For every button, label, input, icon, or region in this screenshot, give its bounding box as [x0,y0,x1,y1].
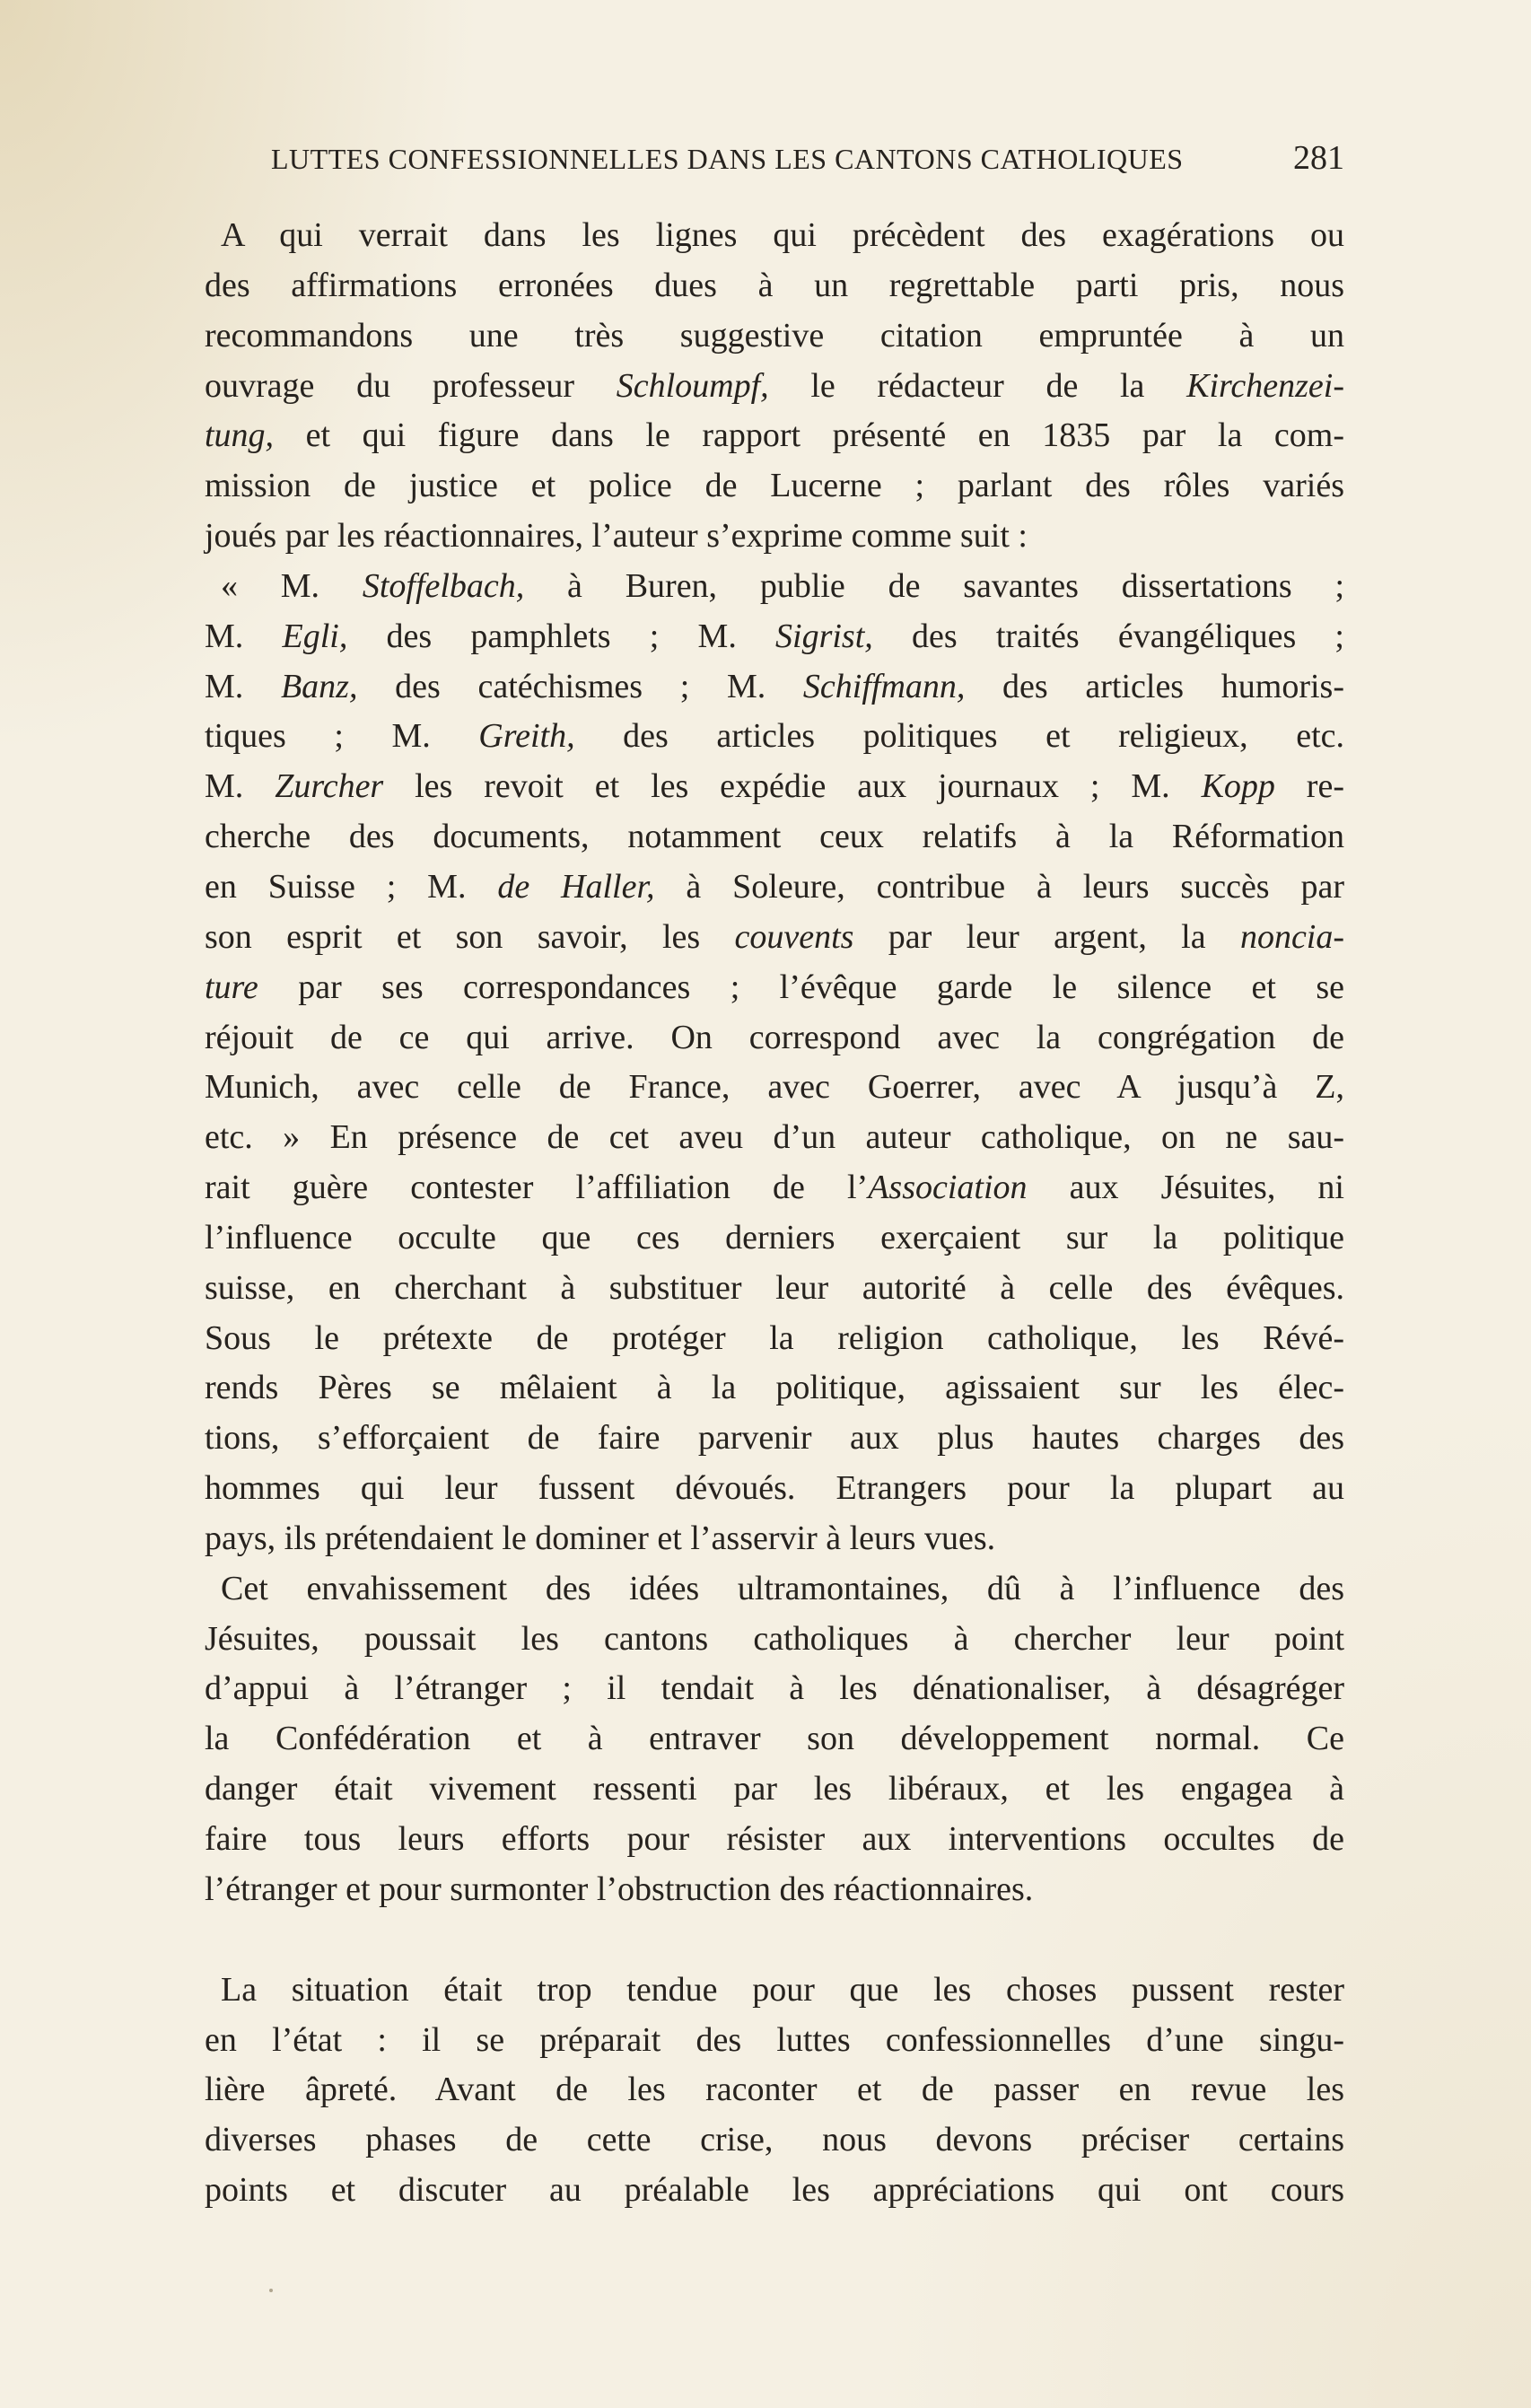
text-run: aux Jésuites, ni [1027,1169,1344,1207]
text-line [205,461,1344,512]
text-run: le rédacteur de la [768,366,1187,405]
text-run: d’appui à l’étranger ; il tendait à les dénationaliser, à désagréger [205,1669,1344,1708]
italic-text: Zurcher [275,767,384,806]
text-line [205,1664,1344,1714]
text-run: A qui verrait dans les lignes qui précèdent des exagérations ou [221,216,1344,254]
text-run: rait guère contester l’affiliation de l’ [205,1169,869,1207]
text-line [205,2166,1344,2216]
text-line [205,261,1344,311]
text-line [205,362,1344,412]
section-gap [205,1915,1344,1966]
text-run: suisse, en cherchant à substituer leur autorité à celle des évêques. [205,1268,1344,1307]
text-line [205,1013,1344,1064]
text-run: en l’état : il se préparait des luttes confessionnelles d’une singu- [205,2020,1344,2059]
text-run: Munich, avec celle de France, avec Goerrer, avec A jusqu’à Z, [205,1068,1344,1107]
italic-text: tung, [205,416,275,455]
text-run: mission de justice et police de Lucerne ; parlant des rôles variés [205,467,1344,505]
text-run: réjouit de ce qui arrive. On correspond avec la congrégation de [205,1018,1344,1056]
text-run: des catéchismes ; M. [357,667,803,705]
italic-text: Greith, [478,717,575,756]
italic-text: Sigrist, [775,617,873,655]
text-line [205,1564,1344,1615]
italic-text: couvents [734,917,854,956]
text-run: rends Pères se mêlaient à la politique, agissaient sur les élec- [205,1369,1344,1407]
running-title: LUTTES CONFESSIONNELLES DANS LES CANTONS CATHOLIQUES [271,143,1184,175]
text-line [205,2016,1344,2066]
text-run: « M. [221,566,363,605]
text-run: tiques ; M. [205,717,479,756]
text-run: l’influence occulte que ces derniers exerçaient sur la politique [205,1218,1344,1257]
text-run: M. [205,767,276,806]
text-run: des affirmations erronées dues à un regrettable parti pris, nous [205,266,1344,304]
text-run: faire tous leurs efforts pour résister aux interventions occultes de [205,1820,1344,1858]
text-line [205,1264,1344,1314]
text-line [205,2115,1344,2166]
text-line [205,1363,1344,1414]
text-run: lière âpreté. Avant de les raconter et de passer en revue les [205,2071,1344,2109]
text-line [205,1314,1344,1364]
text-line [205,1615,1344,1665]
italic-text: noncia- [1239,917,1345,956]
text-line [205,863,1344,913]
text-line [205,1815,1344,1865]
italic-text: Kopp [1201,767,1275,806]
text-line [205,512,1344,562]
text-run: Jésuites, poussait les cantons catholiques à chercher leur point [205,1619,1344,1658]
text-line [205,1414,1344,1464]
paper-speck [269,2289,273,2292]
text-run: recommandons une très suggestive citation empruntée à un [205,316,1344,355]
text-run: des articles humoris- [965,667,1344,705]
text-run: des traités évangéliques ; [872,617,1344,655]
text-run: pays, ils prétendaient le dominer et l’asservir à leurs vues. [205,1519,996,1557]
text-run: danger était vivement ressenti par les libéraux, et les engagea à [205,1770,1344,1808]
text-run: en Suisse ; M. [205,867,498,906]
text-line [205,712,1344,762]
text-run: joués par les réactionnaires, l’auteur s’exprime comme suit : [205,517,1028,556]
paragraph [205,1564,1344,1915]
text-run: son esprit et son savoir, les [205,917,735,956]
italic-text: Schiffmann, [802,667,966,705]
text-line [205,612,1344,662]
text-line [205,1714,1344,1764]
text-line [205,963,1344,1013]
text-run: etc. » En présence de cet aveu d’un auteur catholique, on ne sau- [205,1118,1344,1157]
text-line [205,762,1344,812]
text-line [205,411,1344,461]
text-line [205,562,1344,612]
text-run: par leur argent, la [853,917,1240,956]
text-line [205,913,1344,963]
text-run: hommes qui leur fussent dévoués. Etrangers pour la plupart au [205,1469,1344,1508]
text-run: des pamphlets ; M. [347,617,776,655]
italic-text: Banz, [280,667,358,705]
text-line [205,1063,1344,1113]
text-run: la Confédération et à entraver son développement normal. Ce [205,1720,1344,1758]
text-run: l’étranger et pour surmonter l’obstruction des réactionnaires. [205,1869,1034,1908]
text-line [205,1966,1344,2016]
text-line [205,1113,1344,1163]
italic-text: Association [868,1169,1028,1207]
italic-text: Egli, [282,617,348,655]
text-run: et qui figure dans le rapport présenté en 1835 par la com- [274,416,1344,455]
text-run: La situation était trop tendue pour que les choses pussent rester [221,1970,1344,2009]
page-number: 281 [1293,139,1344,177]
text-run: diverses phases de cette crise, nous devons préciser certains [205,2121,1344,2159]
paragraph [205,211,1344,1564]
text-line [205,311,1344,362]
body-text [205,211,1344,2216]
italic-text: de Haller, [497,867,655,906]
text-line [205,1213,1344,1264]
text-run: à Soleure, contribue à leurs succès par [654,867,1344,906]
text-run: cherche des documents, notamment ceux relatifs à la Réformation [205,818,1344,856]
text-line [205,2065,1344,2115]
text-line [205,211,1344,261]
text-run: ouvrage du professeur [205,366,617,405]
italic-text: Kirchenzei- [1186,366,1344,405]
text-run: à Buren, publie de savantes dissertations ; [524,566,1344,605]
text-run: Sous le prétexte de protéger la religion catholique, les Révé- [205,1318,1344,1357]
text-line [205,662,1344,713]
page-header [271,138,1344,178]
text-run: les revoit et les expédie aux journaux ; M. [383,767,1202,806]
text-line [205,812,1344,863]
text-run: par ses correspondances ; l’évêque garde le silence et se [258,968,1344,1006]
paragraph [205,1966,1344,2216]
text-run: des articles politiques et religieux, etc. [574,717,1344,756]
text-run: M. [205,617,283,655]
text-run: re- [1274,767,1344,806]
text-line [205,1163,1344,1213]
italic-text: Stoffelbach, [362,566,525,605]
text-run: points et discuter au préalable les appréciations qui ont cours [205,2171,1344,2210]
text-line [205,1464,1344,1514]
text-line [205,1764,1344,1815]
text-run: Cet envahissement des idées ultramontaines, dû à l’influence des [221,1569,1344,1607]
italic-text: ture [205,968,258,1006]
italic-text: Schloumpf, [616,366,769,405]
text-run: tions, s’efforçaient de faire parvenir aux plus hautes charges des [205,1419,1344,1458]
text-line [205,1865,1344,1915]
text-run: M. [205,667,281,705]
text-line [205,1514,1344,1564]
